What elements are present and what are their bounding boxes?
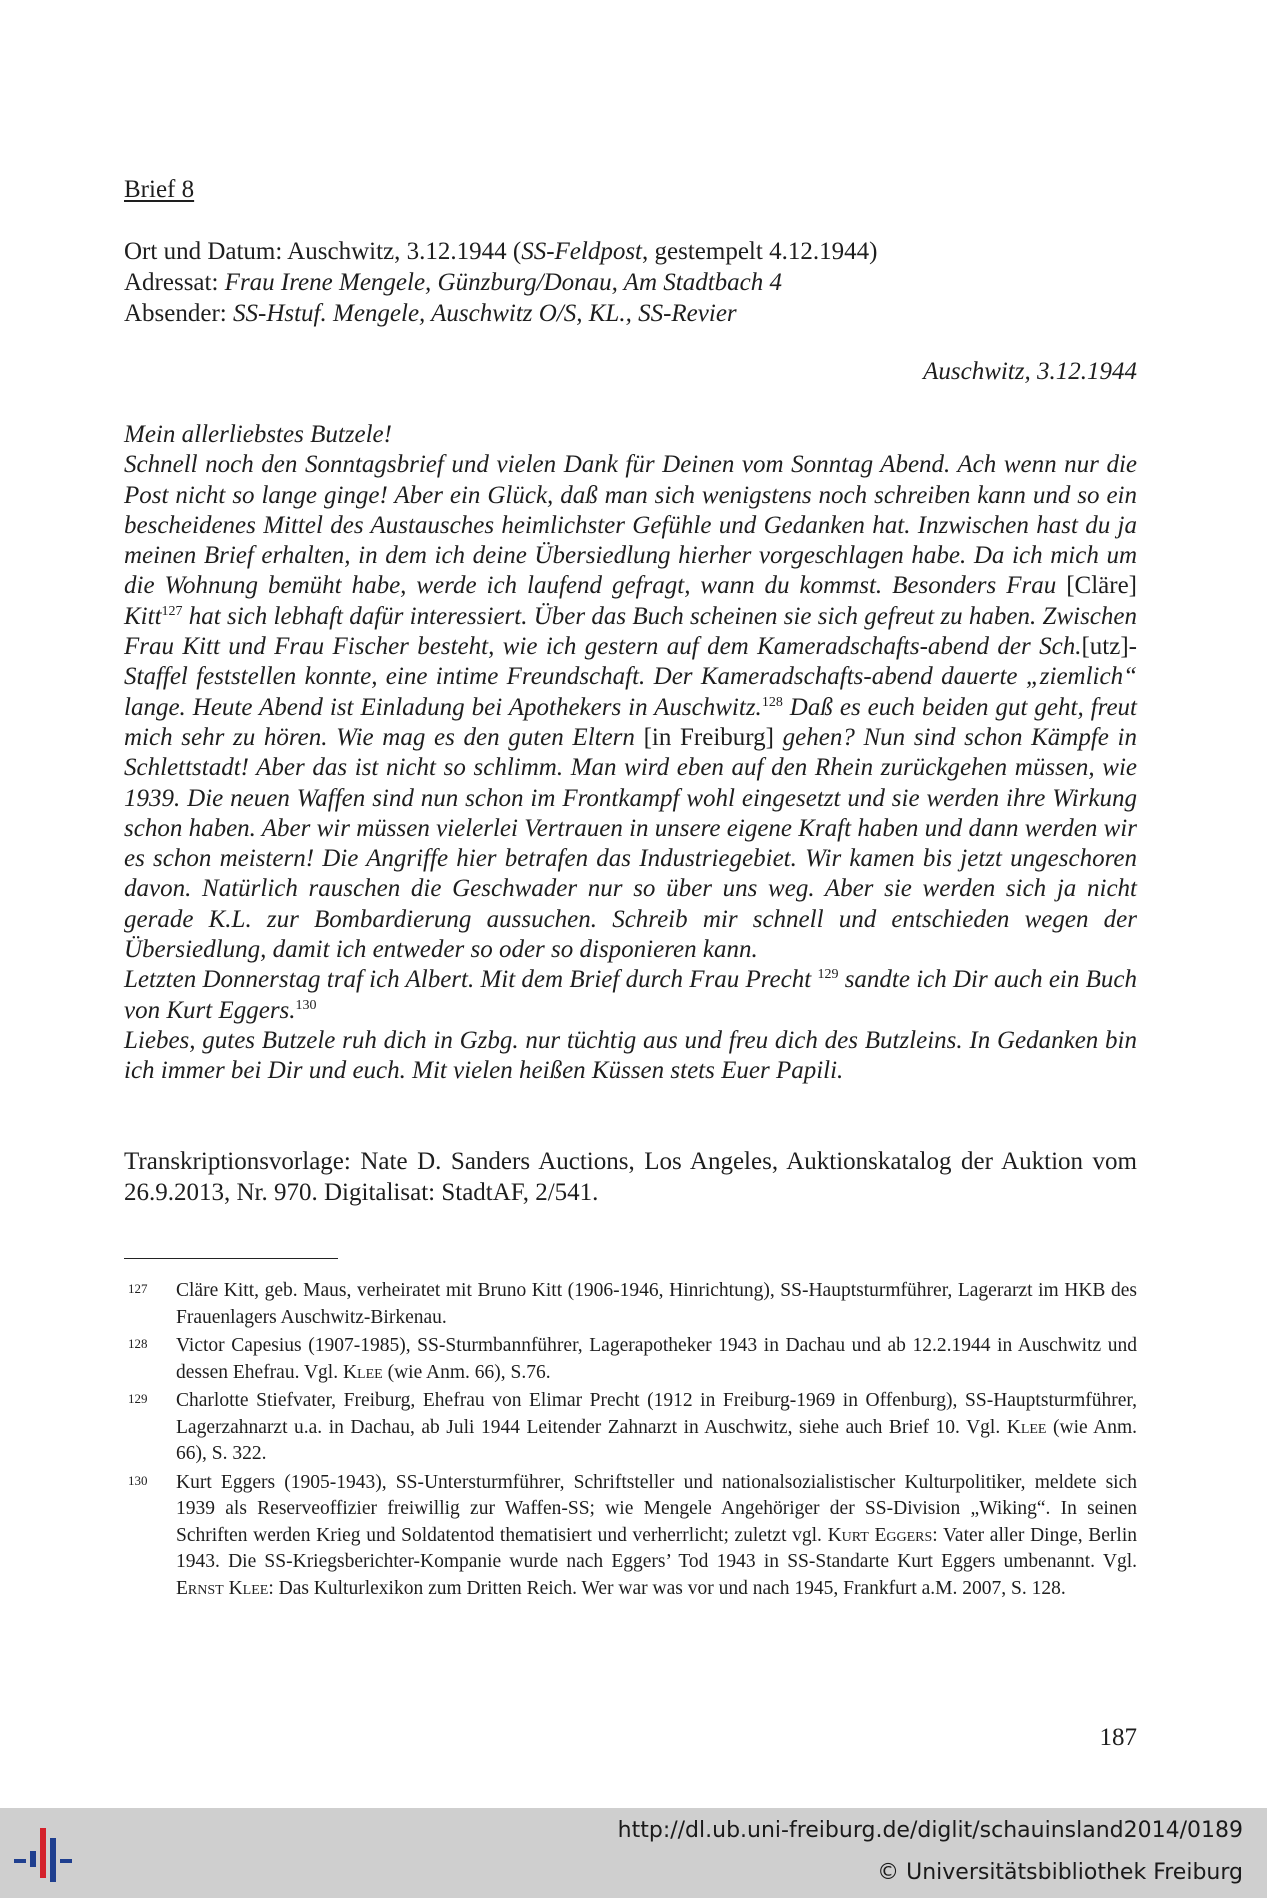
footnote-divider <box>124 1258 338 1259</box>
footnotes <box>124 1278 1137 1604</box>
copyright-notice: © Universitätsbibliothek Freiburg <box>877 1860 1243 1885</box>
footnote-number: 128 <box>128 1336 148 1351</box>
meta-addressee: Adressat: Frau Irene Mengele, Günzburg/Donau, Am Stadtbach 4 <box>124 269 782 296</box>
footnote-number: 129 <box>128 1391 148 1406</box>
letter-heading: Brief 8 <box>124 176 195 203</box>
footnote-130: 130 Kurt Eggers (1905-1943), SS-Untersturmführer, Schriftsteller und nationalsozialistischer Kulturpolitiker, meldete sich 1939 als Reserveoffizier freiwillig zur Waffen-SS; wie Mengele Angehöriger der SS-Division „Wiking“. In seinen Schriften werden Krieg und Soldatentod thematisiert und verherrlicht; zuletzt vgl. Kurt Eggers: Vater aller Dinge, Berlin 1943. Die SS-Kriegsberichter-Kompanie wurde nach Eggers’ Tod 1943 in SS-Standarte Kurt Eggers umbenannt. Vgl. Ernst Klee: Das Kulturlexikon zum Dritten Reich. Wer war was vor und nach 1945, Frankfurt a.M. 2007, S. 128. <box>124 1470 1137 1603</box>
footnote-ref: 129 <box>817 967 839 983</box>
footnote-ref: 130 <box>295 997 317 1013</box>
footnote-number: 130 <box>128 1472 148 1488</box>
meta-place-date: Ort und Datum: Auschwitz, 3.12.1944 (SS-Feldpost, gestempelt 4.12.1944) <box>124 238 878 265</box>
letter-paragraph: Schnell noch den Sonntagsbrief und vielen Dank für Deinen vom Sonntag Abend. Ach wenn nur die Post nicht so lange ginge! Aber ein Glück, daß man sich wenigstens noch schreiben kann und so ein bescheidenes Mittel des Austausches heimlichster Gefühle und Gedanken hat. Inzwischen hast du ja meinen Brief erhalten, in dem ich deine Übersiedlung hierher vorgeschlagen habe. Da ich mich um die Wohnung bemüht habe, werde ich laufend gefragt, wann du kommst. Besonders Frau [Cläre] Kitt$^{127}$ hat sich lebhaft dafür interessiert. Über das Buch scheinen sie sich gefreut zu haben. Zwischen Frau Kitt und Frau Fischer besteht, wie ich gestern auf dem Kameradschafts-abend der Sch.[utz]-Staffel feststellen konnte, eine intime Freundschaft. Der Kameradschafts-abend dauerte „ziemlich“ lange. Heute Abend ist Einladung bei Apothekers in Auschwitz.$^{128}$ Daß es euch beiden gut geht, freut mich sehr zu hören. Wie mag es den guten Eltern [in Freiburg] gehen? Nun sind schon Kämpfe in Schlettstadt! Aber das ist nicht so schlimm. Man wird eben auf den Rhein zurückgehen müssen, wie 1939. Die neuen Waffen sind nun schon im Frontkampf wohl eingesetzt und sie werden ihre Wirkung schon haben. Aber wir müssen vielerlei Vertrauen in unsere eigene Kraft haben und dann werden wir es schon meistern! Die Angriffe hier betrafen das Industriegebiet. Wir kamen bis jetzt ungeschoren davon. Natürlich rauschen die Geschwader nur so über uns weg. Aber sie werden sich ja nicht gerade K.L. zur Bombardierung aussuchen. Schreib mir schnell und entschieden wegen der Übersiedlung, damit ich entweder so oder so disponieren kann. <box>124 451 1137 964</box>
footnote-129: 129 Charlotte Stiefvater, Freiburg, Ehefrau von Elimar Precht (1912 in Freiburg-1969 in Offenburg), SS-Hauptsturmführer, Lagerzahnarzt u.a. in Dachau, ab Juli 1944 Leitender Zahnarzt in Auschwitz, siehe auch Brief 10. Vgl. Klee (wie Anm. 66), S. 322. <box>124 1388 1137 1468</box>
footnote-128: 128 Victor Capesius (1907-1985), SS-Sturmbannführer, Lagerapotheker 1943 in Dachau und ab 12.2.1944 in Auschwitz und dessen Ehefrau. Vgl. Klee (wie Anm. 66), S.76. <box>124 1333 1137 1386</box>
university-library-logo-icon <box>14 1824 84 1886</box>
letter-dateline: Auschwitz, 3.12.1944 <box>923 358 1137 385</box>
transcription-source: Transkriptionsvorlage: Nate D. Sanders Auctions, Los Angeles, Auktionskatalog der Auktion vom 26.9.2013, Nr. 970. Digitalisat: StadtAF, 2/541. <box>124 1148 1137 1206</box>
page-number: 187 <box>1099 1724 1137 1751</box>
meta-sender: Absender: SS-Hstuf. Mengele, Auschwitz O/S, KL., SS-Revier <box>124 300 737 327</box>
letter-metadata <box>124 236 1137 329</box>
footnote-ref: 127 <box>161 603 183 619</box>
letter-paragraph: Letzten Donnerstag traf ich Albert. Mit dem Brief durch Frau Precht $^{129}$ sandte ich Dir auch ein Buch von Kurt Eggers.$^{130}$ <box>124 966 1137 1024</box>
letter-body <box>124 420 1137 1087</box>
footnote-ref: 128 <box>761 694 783 710</box>
letter-salutation: Mein allerliebstes Butzele! <box>124 421 392 448</box>
letter-closing: Liebes, gutes Butzele ruh dich in Gzbg. nur tüchtig aus und freu dich des Butzleins. In Gedanken bin ich immer bei Dir und euch. Mit vielen heißen Küssen stets Euer Papili. <box>124 1026 1137 1085</box>
footnote-127: 127 Cläre Kitt, geb. Maus, verheiratet mit Bruno Kitt (1906-1946, Hinrichtung), SS-Hauptsturmführer, Lagerarzt im HKB des Frauenlagers Auschwitz-Birkenau. <box>124 1278 1137 1331</box>
viewer-footer <box>0 1808 1267 1898</box>
document-permalink[interactable]: http://dl.ub.uni-freiburg.de/diglit/schauinsland2014/0189 <box>617 1818 1243 1843</box>
footnote-number: 127 <box>128 1281 148 1296</box>
